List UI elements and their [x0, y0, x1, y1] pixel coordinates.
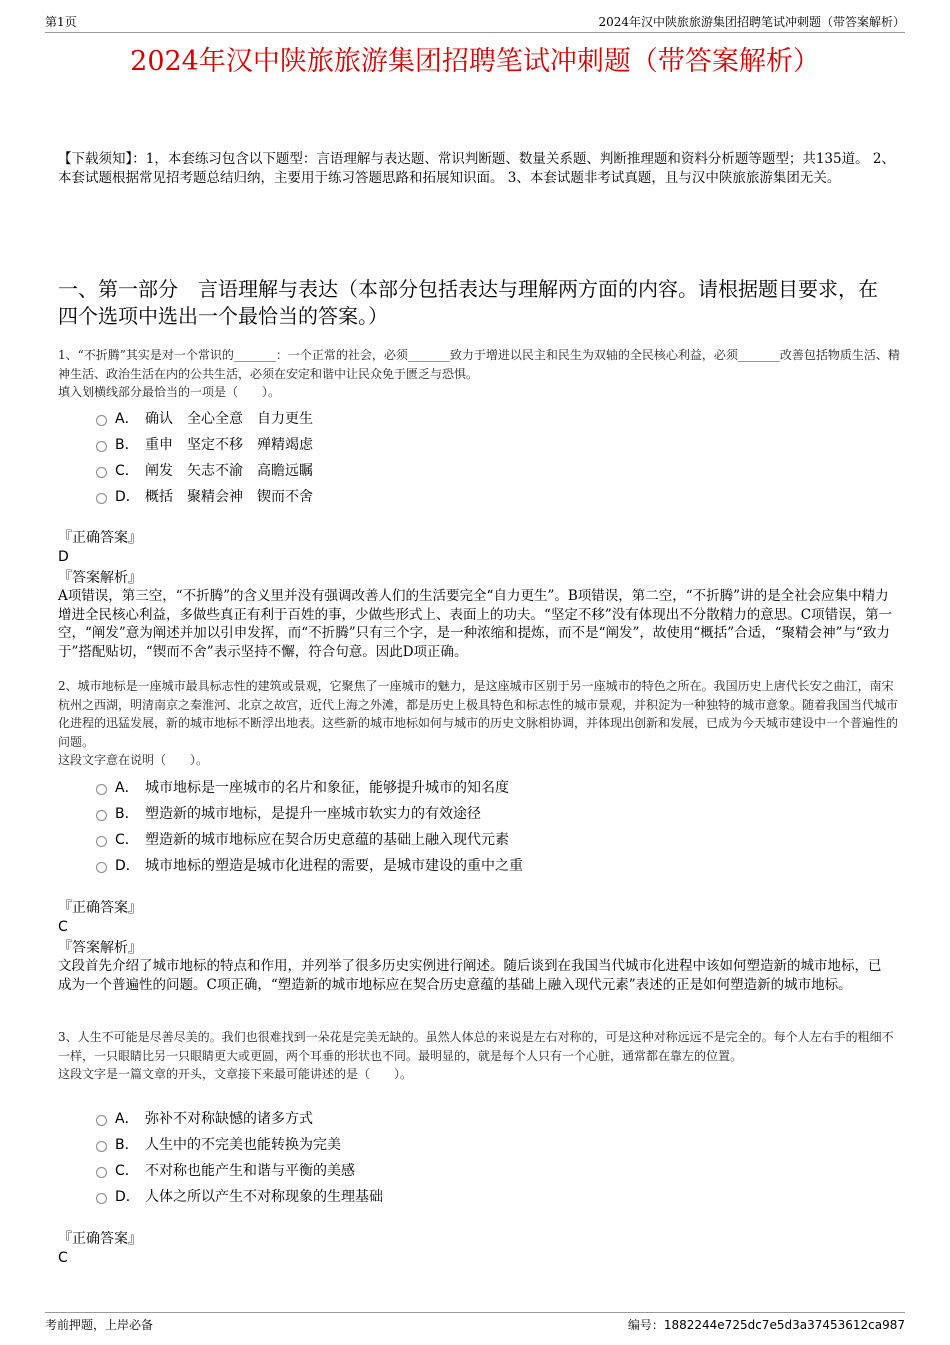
- question-3: [58, 1028, 900, 1084]
- radio-button[interactable]: [96, 784, 107, 795]
- question-1-prompt: 填入划横线部分最恰当的一项是（ ）。: [58, 385, 281, 399]
- radio-button[interactable]: [96, 1193, 107, 1204]
- radio-button[interactable]: [96, 493, 107, 504]
- option-d[interactable]: D． 城市地标的塑造是城市化进程的需要，是城市建设的重中之重: [96, 853, 876, 879]
- radio-button[interactable]: [96, 1141, 107, 1152]
- question-2-prompt: 这段文字意在说明（ ）。: [58, 753, 209, 767]
- question-3-options: [96, 1106, 876, 1210]
- option-d[interactable]: D． 人体之所以产生不对称现象的生理基础: [96, 1184, 876, 1210]
- header-doc-title: 2024年汉中陕旅旅游集团招聘笔试冲刺题（带答案解析）: [598, 15, 905, 29]
- radio-button[interactable]: [96, 467, 107, 478]
- correct-answer-label: 『正确答案』: [58, 1231, 142, 1247]
- radio-button[interactable]: [96, 441, 107, 452]
- document-code: [628, 1315, 905, 1335]
- radio-button[interactable]: [96, 1115, 107, 1126]
- question-1: [58, 346, 900, 402]
- correct-answer-label: 『正确答案』: [58, 900, 142, 916]
- option-b[interactable]: B． 塑造新的城市地标，是提升一座城市软实力的有效途径: [96, 801, 876, 827]
- correct-answer-value: C: [58, 1250, 68, 1266]
- analysis-label: 『答案解析』: [58, 940, 142, 956]
- option-a[interactable]: A． 弥补不对称缺憾的诸多方式: [96, 1106, 876, 1132]
- analysis-label: 『答案解析』: [58, 570, 142, 586]
- radio-button[interactable]: [96, 415, 107, 426]
- download-notice: 【下载须知】：1，本套练习包含以下题型：言语理解与表达题、常识判断题、数量关系题、判断推理题和资料分析题等题型；共135道。 2、本套试题根据常见招考题总结归纳，主要用于练习答题思路和拓展知识面。 3、本套试题非考试真题，且与汉中陕旅旅游集团无关。: [58, 151, 895, 186]
- radio-button[interactable]: [96, 810, 107, 821]
- question-2-options: [96, 775, 876, 879]
- radio-button[interactable]: [96, 1167, 107, 1178]
- page-number: 第1页: [45, 15, 77, 29]
- option-c[interactable]: C． 阐发 矢志不渝 高瞻远瞩: [96, 458, 876, 484]
- answer-analysis: 文段首先介绍了城市地标的特点和作用，并列举了很多历史实例进行阐述。随后谈到在我国当代城市化进程中该如何塑造新的城市地标，已成为一个普遍性的问题。C项正确，“塑造新的城市地标应在契合历史意蕴的基础上融入现代元素”表述的正是如何塑造新的城市地标。: [58, 958, 882, 993]
- question-1-options: [96, 406, 876, 510]
- option-b[interactable]: B． 重申 坚定不移 殚精竭虑: [96, 432, 876, 458]
- section-heading: 一、第一部分 言语理解与表达（本部分包括表达与理解两方面的内容。请根据题目要求，在四个选项中选出一个最恰当的答案。）: [58, 277, 878, 328]
- answer-analysis: A项错误，第三空，“不折腾”的含义里并没有强调改善人们的生活要完全“自力更生”。B项错误，第二空，“不折腾”讲的是全社会应集中精力增进全民核心利益，多做些真正有利于百姓的事，少做些形式上、表面上的功夫。“坚定不移”没有体现出不分散精力的意思。C项错误，第一空，“阐发”意为阐述并加以引申发挥，而“不折腾”只有三个字，是一种浓缩和提炼，而不是“阐发”，故使用“概括”合适，“聚精会神”与“致力于”搭配贴切，“锲而不舍”表示坚持不懈，符合句意。因此D项正确。: [58, 588, 893, 660]
- correct-answer-value: D: [58, 549, 69, 565]
- option-b[interactable]: B． 人生中的不完美也能转换为完美: [96, 1132, 876, 1158]
- correct-answer-label: 『正确答案』: [58, 530, 142, 546]
- option-c[interactable]: C． 塑造新的城市地标应在契合历史意蕴的基础上融入现代元素: [96, 827, 876, 853]
- page-footer: [45, 1312, 905, 1333]
- document-code-label: 编号：: [627, 1318, 664, 1332]
- document-title: 2024年汉中陕旅旅游集团招聘笔试冲刺题（带答案解析）: [130, 46, 820, 77]
- question-3-stem: 3、人生不可能是尽善尽美的。我们也很难找到一朵花是完美无缺的。虽然人体总的来说是左右对称的，可是这种对称远远不是完全的。每个人左右手的粗细不一样，一只眼睛比另一只眼睛更大或更圆，两个耳垂的形状也不同。最明显的，就是每个人只有一个心脏，通常都在靠左的位置。: [58, 1030, 894, 1063]
- document-code-value: 1882244e725dc7e5d3a37453612ca987: [663, 1318, 905, 1332]
- correct-answer-value: C: [58, 919, 68, 935]
- question-2-stem: 2、城市地标是一座城市最具标志性的建筑或景观，它聚焦了一座城市的魅力，是这座城市区别于另一座城市的特色之所在。我国历史上唐代长安之曲江，南宋杭州之西湖，明清南京之秦淮河、北京之故宫，近代上海之外滩，都是历史上极具特色和标志性的城市景观，并积淀为一种独特的城市意象。随着我国当代城市化进程的迅猛发展，新的城市地标不断浮出地表。这些新的城市地标如何与城市的历史文脉相协调，并体现出创新和发展，已成为今天城市建设中一个普遍性的问题。: [58, 679, 899, 749]
- option-a[interactable]: A． 城市地标是一座城市的名片和象征，能够提升城市的知名度: [96, 775, 876, 801]
- option-a[interactable]: A． 确认 全心全意 自力更生: [96, 406, 876, 432]
- page-header: [45, 12, 905, 33]
- question-1-stem: 1、“不折腾”其实是对一个常识的_______：一个正常的社会，必须_______致力于增进以民主和民生为双轴的全民核心利益，必须_______改善包括物质生活、精神生活、政治生活在内的公共生活，必须在安定和谐中让民众免于匮乏与恐惧。: [58, 348, 900, 381]
- option-c[interactable]: C． 不对称也能产生和谐与平衡的美感: [96, 1158, 876, 1184]
- option-d[interactable]: D． 概括 聚精会神 锲而不舍: [96, 484, 876, 510]
- radio-button[interactable]: [96, 836, 107, 847]
- question-3-prompt: 这段文字是一篇文章的开头，文章接下来最可能讲述的是（ ）。: [58, 1067, 413, 1081]
- footer-slogan: 考前押题，上岸必备: [45, 1318, 154, 1332]
- radio-button[interactable]: [96, 862, 107, 873]
- question-2: [58, 677, 900, 770]
